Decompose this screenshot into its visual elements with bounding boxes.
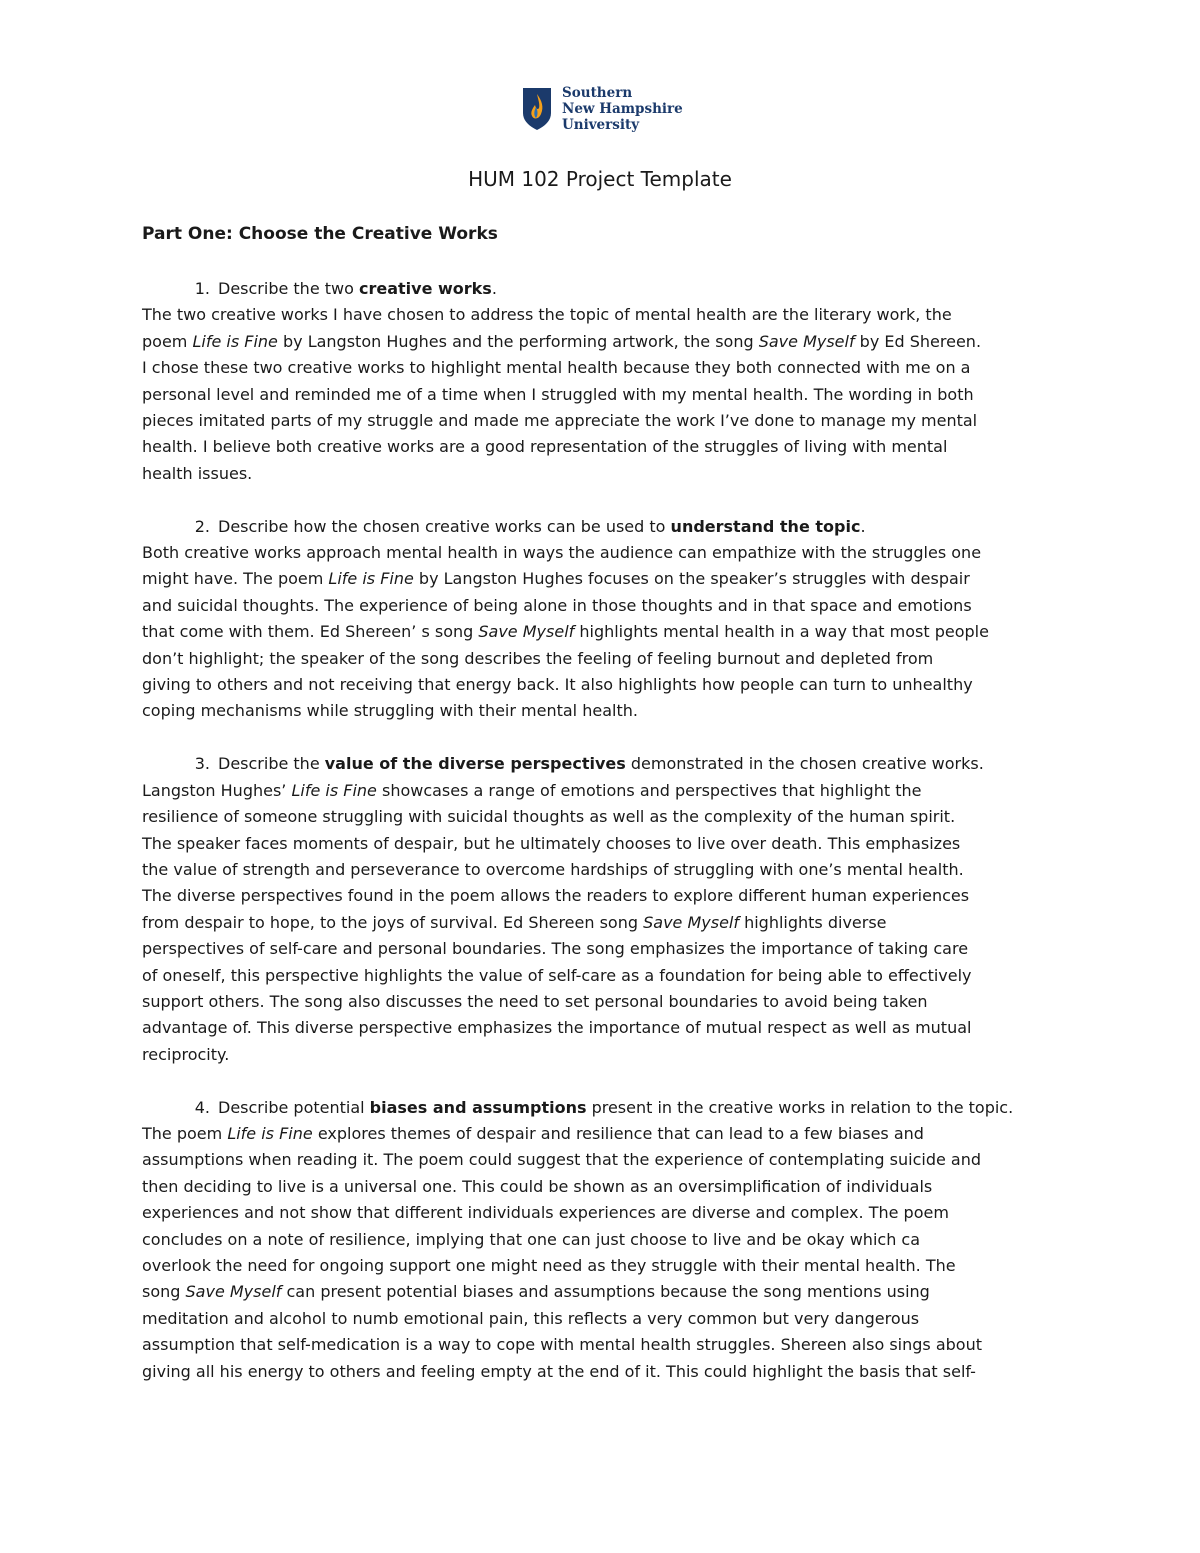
answer-line bbox=[142, 936, 1072, 962]
answer-line bbox=[142, 1015, 1072, 1041]
answer-text: by Langston Hughes focuses on the speaker’s struggles with despair bbox=[413, 569, 970, 589]
answer-line bbox=[142, 1200, 1072, 1226]
question-keyword: biases and assumptions bbox=[369, 1097, 587, 1117]
work-title: Life is Fine bbox=[328, 569, 414, 589]
answer-text: reciprocity. bbox=[142, 1044, 230, 1064]
question-spacer bbox=[142, 487, 1072, 513]
answer-text: then deciding to live is a universal one. This could be shown as an oversimplification of individuals bbox=[142, 1176, 933, 1196]
answer-line bbox=[142, 804, 1072, 830]
answer-text: support others. The song also discusses the need to set personal boundaries to avoid being taken bbox=[142, 991, 928, 1011]
answer-line bbox=[142, 910, 1072, 936]
answer-line bbox=[142, 540, 1072, 566]
answer-text: explores themes of despair and resilience that can lead to a few biases and bbox=[312, 1123, 924, 1143]
question-text-end: present in the creative works in relation to the topic. bbox=[586, 1097, 1014, 1117]
answer-text: poem bbox=[142, 331, 193, 351]
question-text-start: Describe potential bbox=[218, 1097, 370, 1117]
answer-text: highlights mental health in a way that most people bbox=[574, 622, 989, 642]
work-title: Life is Fine bbox=[227, 1123, 313, 1143]
answer-text: can present potential biases and assumptions because the song mentions using bbox=[281, 1282, 930, 1302]
answer-line bbox=[142, 1306, 1072, 1332]
answer-text: assumption that self-medication is a way to cope with mental health struggles. Shereen also sings about bbox=[142, 1335, 983, 1355]
answer-line bbox=[142, 1042, 1072, 1068]
answer-line bbox=[142, 593, 1072, 619]
question-prompt bbox=[142, 751, 1072, 777]
answer-text: overlook the need for ongoing support one might need as they struggle with their mental health. The bbox=[142, 1255, 956, 1275]
answer-text: the value of strength and perseverance to overcome hardships of struggling with one’s mental health. bbox=[142, 859, 964, 879]
answer-line bbox=[142, 566, 1072, 592]
logo-wordmark bbox=[562, 85, 683, 133]
answer-text: might have. The poem bbox=[142, 569, 329, 589]
answer-line bbox=[142, 778, 1072, 804]
answer-line bbox=[142, 434, 1072, 460]
university-logo bbox=[522, 85, 683, 133]
answer-text: Langston Hughes’ bbox=[142, 780, 292, 800]
answer-text: health. I believe both creative works are a good representation of the struggles of living with mental bbox=[142, 437, 948, 457]
answer-text: The poem bbox=[142, 1123, 228, 1143]
logo-line-3: University bbox=[562, 117, 640, 133]
answer-text: giving all his energy to others and feeling empty at the end of it. This could highlight the basis that self- bbox=[142, 1361, 976, 1381]
answer-line bbox=[142, 302, 1072, 328]
section-heading: Part One: Choose the Creative Works bbox=[142, 224, 498, 244]
question-spacer bbox=[142, 725, 1072, 751]
answer-text: highlights diverse bbox=[739, 912, 887, 932]
answer-line bbox=[142, 672, 1072, 698]
logo-line-1: Southern bbox=[562, 85, 633, 101]
shield-flame-icon bbox=[522, 87, 552, 131]
question-spacer bbox=[142, 1068, 1072, 1094]
question-text bbox=[218, 279, 497, 298]
answer-text: personal level and reminded me of a time when I struggled with my mental health. The wording in both bbox=[142, 384, 974, 404]
answer-line bbox=[142, 382, 1072, 408]
questions-list bbox=[142, 276, 1072, 1385]
question-text-end: . bbox=[860, 516, 866, 536]
question-keyword: creative works bbox=[358, 279, 492, 298]
question-prompt bbox=[142, 1095, 1072, 1121]
answer-line bbox=[142, 329, 1072, 355]
logo-line-2: New Hampshire bbox=[562, 101, 683, 117]
work-title: Save Myself bbox=[185, 1282, 282, 1302]
answer-text: experiences and not show that different individuals experiences are diverse and complex. The poem bbox=[142, 1203, 949, 1223]
answer-text: by Ed Shereen. bbox=[854, 331, 982, 351]
question-text-end: demonstrated in the chosen creative works. bbox=[625, 754, 984, 774]
answer-line bbox=[142, 1227, 1072, 1253]
answer-text: meditation and alcohol to numb emotional pain, this reflects a very common but very dangerous bbox=[142, 1308, 920, 1328]
question-number: 1. bbox=[194, 279, 210, 298]
document-title: HUM 102 Project Template bbox=[468, 167, 732, 191]
answer-line bbox=[142, 1174, 1072, 1200]
work-title: Life is Fine bbox=[192, 331, 278, 351]
answer-text: pieces imitated parts of my struggle and made me appreciate the work I’ve done to manage my mental bbox=[142, 411, 978, 431]
answer-line bbox=[142, 355, 1072, 381]
question-text bbox=[218, 1098, 1013, 1117]
answer-text: resilience of someone struggling with suicidal thoughts as well as the complexity of the human spirit. bbox=[142, 807, 956, 827]
answer-line bbox=[142, 857, 1072, 883]
answer-text: concludes on a note of resilience, implying that one can just choose to live and be okay which ca bbox=[142, 1229, 921, 1249]
answer-line bbox=[142, 619, 1072, 645]
answer-text: The diverse perspectives found in the poem allows the readers to explore different human experiences bbox=[142, 886, 970, 906]
work-title: Save Myself bbox=[758, 331, 855, 351]
question-text-start: Describe the two bbox=[218, 279, 359, 298]
answer-text: giving to others and not receiving that energy back. It also highlights how people can turn to unhealthy bbox=[142, 675, 973, 695]
answer-text: and suicidal thoughts. The experience of being alone in those thoughts and in that space and emotions bbox=[142, 595, 972, 615]
answer-text: of oneself, this perspective highlights the value of self-care as a foundation for being able to effectively bbox=[142, 965, 972, 985]
answer-text: showcases a range of emotions and perspectives that highlight the bbox=[376, 780, 922, 800]
question-text bbox=[218, 754, 984, 773]
answer-text: The two creative works I have chosen to address the topic of mental health are the literary work, the bbox=[142, 305, 952, 325]
answer-text: I chose these two creative works to highlight mental health because they both connected with me on a bbox=[142, 358, 971, 378]
answer-text: assumptions when reading it. The poem could suggest that the experience of contemplating suicide and bbox=[142, 1150, 982, 1170]
answer-text: from despair to hope, to the joys of survival. Ed Shereen song bbox=[142, 912, 644, 932]
answer-line bbox=[142, 1279, 1072, 1305]
work-title: Save Myself bbox=[643, 912, 739, 932]
answer-line bbox=[142, 408, 1072, 434]
work-title: Save Myself bbox=[478, 622, 575, 642]
question-number: 2. bbox=[194, 516, 210, 536]
answer-line bbox=[142, 1332, 1072, 1358]
answer-text: don’t highlight; the speaker of the song describes the feeling of feeling burnout and depleted from bbox=[142, 648, 934, 668]
answer-line bbox=[142, 1147, 1072, 1173]
answer-text: by Langston Hughes and the performing artwork, the song bbox=[277, 331, 759, 351]
question-text-start: Describe how the chosen creative works can be used to bbox=[218, 516, 671, 536]
answer-line bbox=[142, 646, 1072, 672]
answer-line bbox=[142, 831, 1072, 857]
question-text-end: . bbox=[491, 279, 497, 298]
question-text bbox=[218, 517, 866, 536]
answer-line bbox=[142, 1359, 1072, 1385]
question-number: 4. bbox=[194, 1097, 210, 1117]
work-title: Life is Fine bbox=[291, 780, 377, 800]
answer-line bbox=[142, 698, 1072, 724]
question-prompt bbox=[142, 514, 1072, 540]
answer-line bbox=[142, 1253, 1072, 1279]
answer-text: coping mechanisms while struggling with their mental health. bbox=[142, 701, 638, 721]
question-keyword: value of the diverse perspectives bbox=[324, 754, 626, 774]
answer-line bbox=[142, 963, 1072, 989]
answer-text: advantage of. This diverse perspective emphasizes the importance of mutual respect as well as mutual bbox=[142, 1018, 972, 1038]
question-prompt bbox=[142, 276, 1072, 302]
answer-text: perspectives of self-care and personal boundaries. The song emphasizes the importance of taking care bbox=[142, 939, 969, 959]
answer-text: health issues. bbox=[142, 463, 253, 483]
answer-line bbox=[142, 461, 1072, 487]
answer-text: song bbox=[142, 1282, 186, 1302]
answer-text: that come with them. Ed Shereen’ s song bbox=[142, 622, 479, 642]
answer-line bbox=[142, 989, 1072, 1015]
answer-text: Both creative works approach mental health in ways the audience can empathize with the struggles one bbox=[142, 543, 982, 563]
answer-text: The speaker faces moments of despair, but he ultimately chooses to live over death. This emphasizes bbox=[142, 833, 961, 853]
question-number: 3. bbox=[194, 754, 210, 774]
answer-line bbox=[142, 1121, 1072, 1147]
question-text-start: Describe the bbox=[218, 754, 325, 774]
question-keyword: understand the topic bbox=[670, 516, 861, 536]
answer-line bbox=[142, 883, 1072, 909]
